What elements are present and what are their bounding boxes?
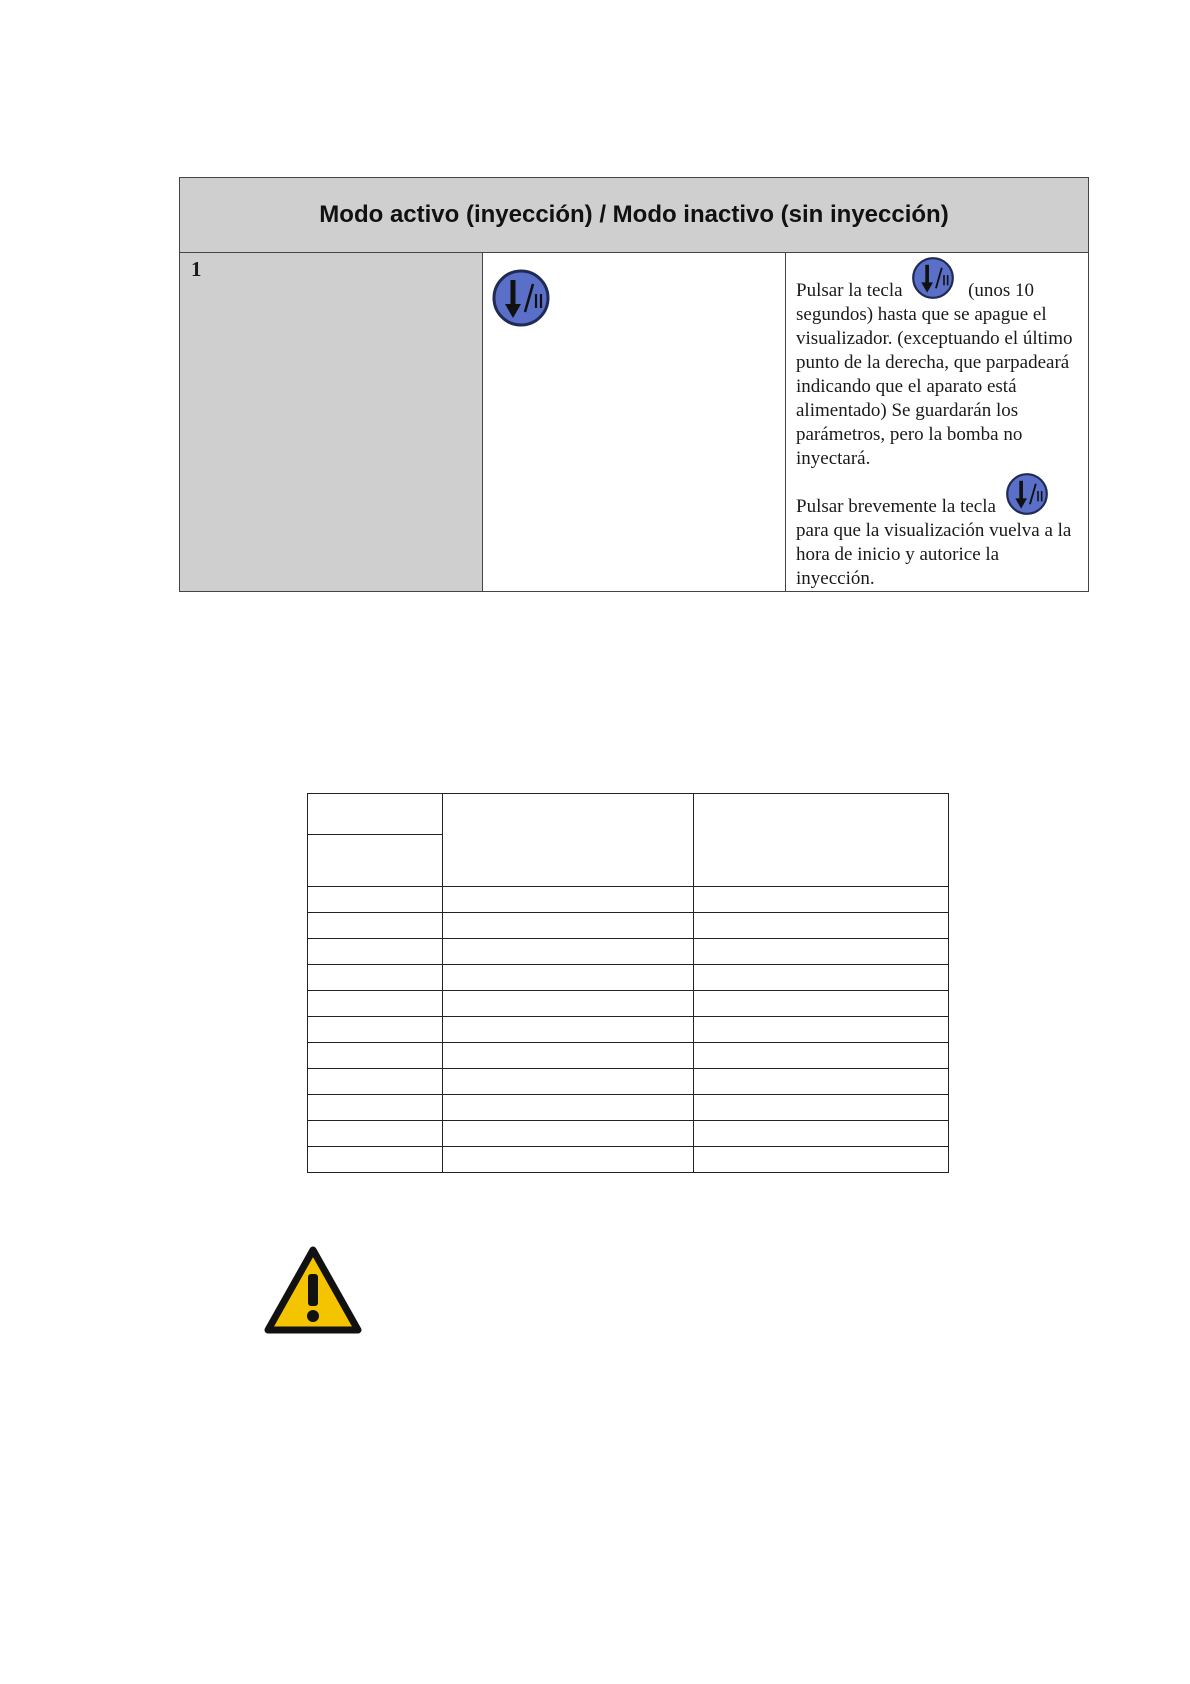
table-cell: [694, 1095, 949, 1121]
table-cell: [443, 1095, 694, 1121]
instruction-1-after: (unos 10 segundos) hasta que se apague el visualizador. (exceptuando el último punto de la derecha, que parpadeará indicando que el aparato está alimentado) Se guardarán los parámetros, pero la bomba no inyectará.: [796, 280, 1073, 469]
table-row: [308, 1069, 949, 1095]
table-cell: [443, 991, 694, 1017]
table-cell: [694, 1121, 949, 1147]
table-cell: [308, 1069, 443, 1095]
table-cell: [308, 1121, 443, 1147]
instruction-2-before: Pulsar brevemente la tecla: [796, 496, 996, 517]
start-pause-key-icon: [491, 268, 785, 328]
table-cell: [443, 1043, 694, 1069]
header-cell: [308, 835, 443, 887]
table-cell: [694, 1069, 949, 1095]
table-row: [308, 887, 949, 913]
table-cell: [443, 913, 694, 939]
table-row: [308, 1121, 949, 1147]
table-cell: [308, 1043, 443, 1069]
instructions-cell: [786, 253, 1089, 592]
start-pause-key-icon: [1005, 472, 1049, 516]
table-cell: [694, 1017, 949, 1043]
table-cell: [443, 939, 694, 965]
step-number-cell: [180, 253, 483, 592]
header-cell: [443, 794, 694, 887]
table-row: [308, 939, 949, 965]
instruction-2-after: para que la visualización vuelva a la hora de inicio y autorice la inyección.: [796, 520, 1072, 589]
table-cell: [308, 939, 443, 965]
table-cell: [443, 1069, 694, 1095]
instruction-1-before: Pulsar la tecla: [796, 280, 903, 301]
table-row: [308, 991, 949, 1017]
instruction-paragraph-1: [796, 279, 1078, 471]
table-cell: [443, 1121, 694, 1147]
table-cell: [694, 939, 949, 965]
table-row: [308, 1017, 949, 1043]
mode-table: [179, 177, 1089, 592]
key-icon-cell: [483, 253, 786, 592]
table-cell: [443, 887, 694, 913]
table-cell: [308, 1017, 443, 1043]
table-row: [308, 913, 949, 939]
warning-icon: [264, 1246, 362, 1339]
table-cell: [694, 991, 949, 1017]
table-cell: [694, 887, 949, 913]
data-table-header-row: [308, 794, 949, 835]
table-cell: [694, 965, 949, 991]
table-row: [308, 1147, 949, 1173]
table-cell: [443, 1147, 694, 1173]
table-cell: [443, 1017, 694, 1043]
table-cell: [694, 1043, 949, 1069]
start-pause-key-icon: [911, 256, 955, 300]
table-cell: [308, 991, 443, 1017]
table-cell: [308, 913, 443, 939]
mode-table-header-row: [180, 178, 1089, 253]
table-cell: [443, 965, 694, 991]
table-cell: [308, 1147, 443, 1173]
table-cell: [308, 887, 443, 913]
header-cell: [308, 794, 443, 835]
header-cell: [694, 794, 949, 887]
table-cell: [308, 965, 443, 991]
table-row: [308, 1095, 949, 1121]
step-number: 1: [191, 257, 202, 281]
table-row: [308, 965, 949, 991]
table-cell: [694, 1147, 949, 1173]
mode-table-step-row: [180, 253, 1089, 592]
instruction-paragraph-2: [796, 495, 1078, 591]
table-cell: [308, 1095, 443, 1121]
mode-table-title: Modo activo (inyección) / Modo inactivo (sin inyección): [180, 178, 1089, 253]
empty-data-table: [307, 793, 949, 1173]
table-cell: [694, 913, 949, 939]
data-table-body: [308, 887, 949, 1173]
table-row: [308, 1043, 949, 1069]
